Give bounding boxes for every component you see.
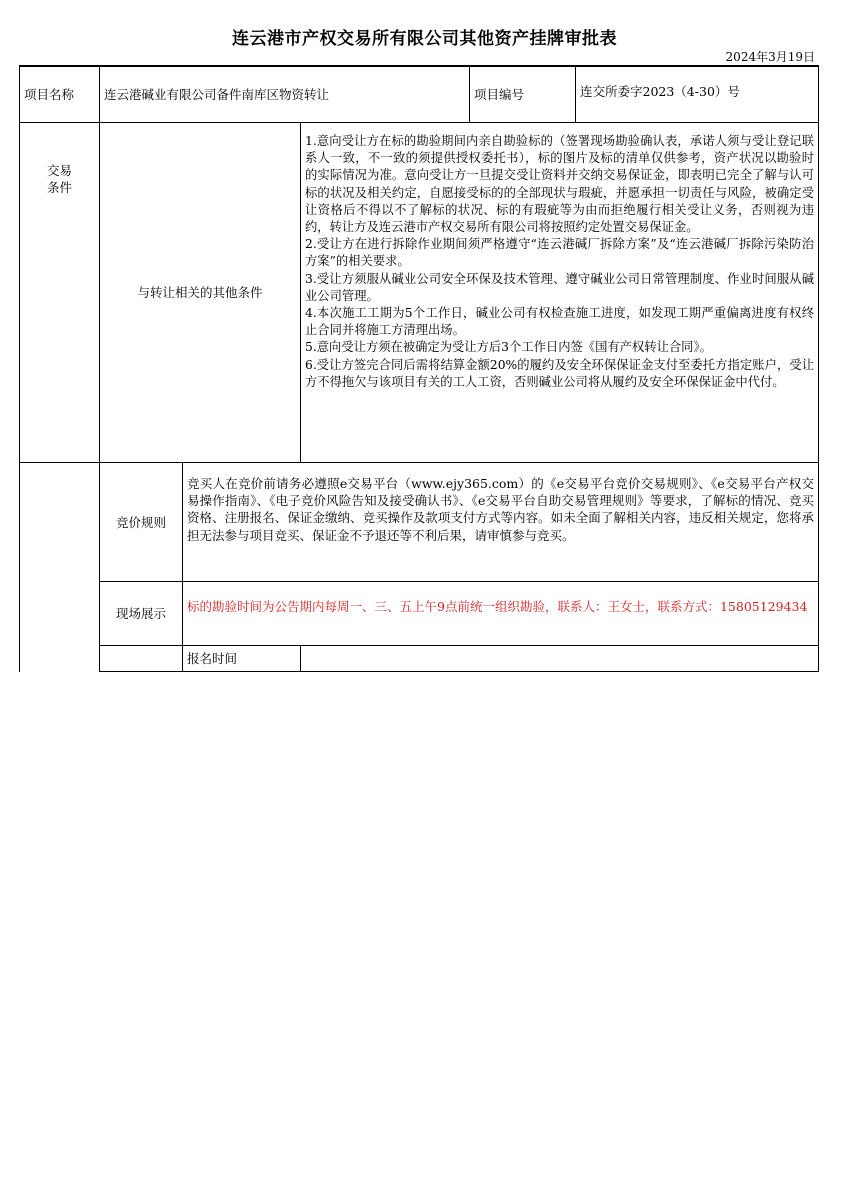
- condition-item: 1.意向受让方在标的勘验期间内亲自勘验标的（签署现场勘验确认表，承诺人须与受让登记联系人一致，不一致的须提供授权委托书），标的图片及标的清单仅供参考，资产状况以勘验时的实际情况为准。意向受让方一旦提交受让资料并交纳交易保证金，即表明已完全了解与认可标的状况及相关约定，自愿接受标的的全部现状与瑕疵，并愿承担一切责任与风险，被确定受让资格后不得以不了解标的状况、标的有瑕疵等为由而拒绝履行相关受让义务，否则视为违约，转让方及连云港市产权交易所有限公司将按照约定处置交易保证金。: [305, 134, 814, 235]
- signup-time-label: 报名时间: [187, 651, 238, 666]
- bidding-rules-label: 竞价规则: [115, 514, 166, 530]
- site-display-text: 标的勘验时间为公告期内每周一、三、五上午9点前统一组织勘验，联系人：王女士，联系方式：15805129434: [187, 599, 808, 614]
- project-code-label: 项目编号: [474, 87, 525, 102]
- other-conditions-label: 与转让相关的其他条件: [137, 285, 263, 300]
- condition-item: 5.意向受让方须在被确定为受让方后3个工作日内签《国有产权转让合同》。: [305, 340, 712, 355]
- condition-item: 6.受让方签完合同后需将结算金额20%的履约及安全环保保证金支付至委托方指定账户，受让方不得拖欠与该项目有关的工人工资，否则碱业公司将从履约及安全环保保证金中代付。: [305, 357, 814, 389]
- project-name-label: 项目名称: [24, 87, 75, 102]
- condition-item: 2.受让方在进行拆除作业期间须严格遵守“连云港碱厂拆除方案”及“连云港碱厂拆除污染防治方案”的相关要求。: [305, 237, 814, 269]
- form-date: 2024年3月19日: [725, 50, 815, 64]
- signup-time-value: [301, 646, 818, 671]
- project-name-value: 连云港碱业有限公司备件南库区物资转让: [104, 87, 330, 102]
- form-title: 连云港市产权交易所有限公司其他资产挂牌审批表: [232, 29, 617, 49]
- condition-item: 3.受让方须服从碱业公司安全环保及技术管理、遵守碱业公司日常管理制度、作业时间服从碱业公司管理。: [305, 271, 814, 303]
- trade-label-line1: 交易: [46, 163, 72, 178]
- conditions-list: [301, 133, 818, 461]
- trade-label-line2: 条件: [46, 180, 72, 195]
- condition-item: 4.本次施工工期为5个工作日，碱业公司有权检查施工进度，如发现工期严重偏离进度有权终止合同并将施工方清理出场。: [305, 306, 814, 338]
- trade-section-label: [20, 162, 99, 202]
- bidding-rules-text: 竞买人在竞价前请务必遵照e交易平台（www.ejy365.com）的《e交易平台竞价交易规则》、《e交易平台产权交易操作指南》、《电子竞价风险告知及接受确认书》、《e交易平台自助交易管理规则》等要求，了解标的情况、竞买资格、注册报名、保证金缴纳、竞买操作及款项支付方式等内容。如未全面了解相关内容，违反相关规定，您将承担无法参与项目竞买、保证金不予退还等不利后果，请审慎参与竞买。: [187, 476, 814, 543]
- project-code-value: 连交所委字2023（4-30）号: [580, 84, 740, 99]
- site-display-label: 现场展示: [115, 606, 166, 621]
